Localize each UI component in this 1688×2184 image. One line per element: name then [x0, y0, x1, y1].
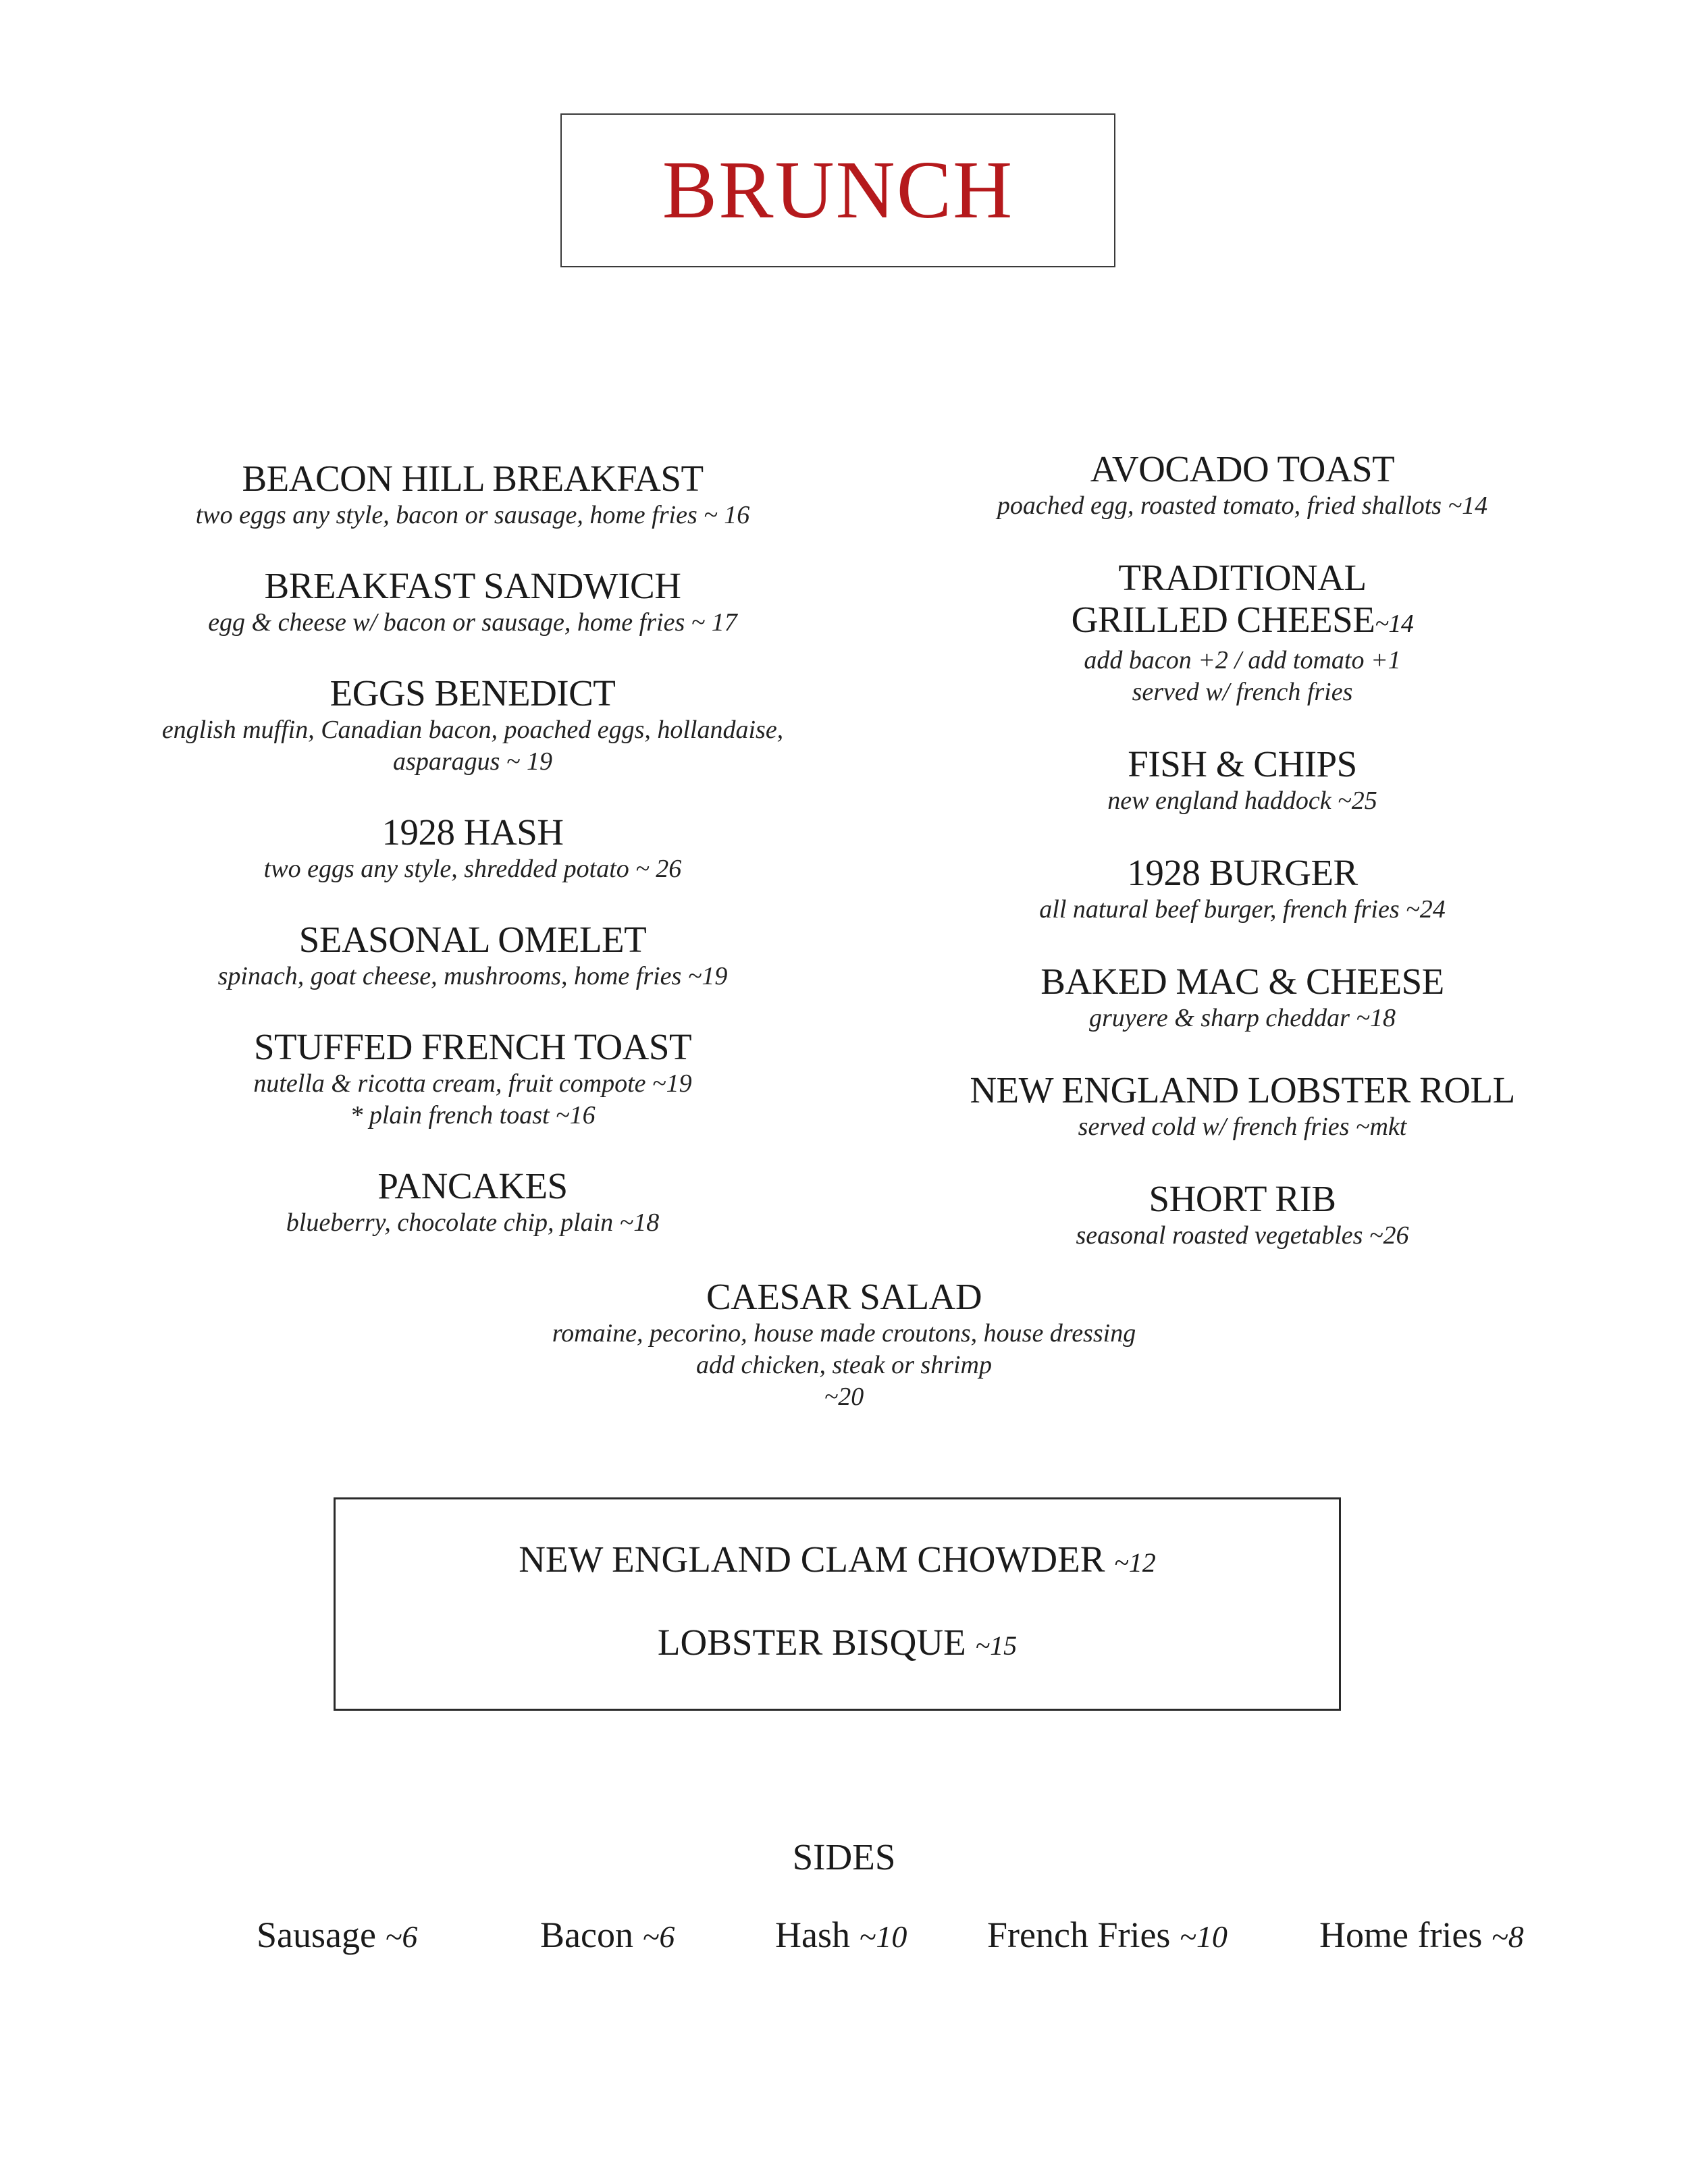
item-description-line: two eggs any style, shredded potato ~ 26 — [263, 855, 682, 883]
side-item — [257, 1914, 417, 1958]
item-description — [135, 1068, 810, 1131]
item-description — [905, 894, 1580, 926]
item-description — [905, 1220, 1580, 1252]
menu-item — [905, 961, 1580, 1034]
item-price: ~14 — [1375, 610, 1414, 638]
menu-item — [135, 811, 810, 885]
menu-item — [135, 672, 810, 778]
side-name: Hash — [775, 1915, 850, 1955]
item-description — [905, 1111, 1580, 1143]
item-description-line: new england haddock ~25 — [1107, 787, 1377, 815]
item-description-line: ~20 — [824, 1383, 864, 1411]
caesar-salad-item — [439, 1276, 1249, 1413]
soup-box — [334, 1497, 1341, 1711]
menu-item — [905, 557, 1580, 708]
item-name: EGGS BENEDICT — [329, 672, 616, 714]
item-name — [905, 557, 1580, 645]
sides-list — [0, 1914, 1688, 1968]
menu-item — [905, 448, 1580, 522]
side-price: ~10 — [1179, 1919, 1228, 1954]
menu-item — [135, 458, 810, 531]
item-description-line: served w/ french fries — [1132, 678, 1353, 706]
item-description — [135, 961, 810, 992]
side-price: ~8 — [1491, 1919, 1524, 1954]
side-name: Bacon — [540, 1915, 633, 1955]
item-name: FISH & CHIPS — [1128, 743, 1357, 784]
menu-item — [905, 852, 1580, 926]
item-description-line: romaine, pecorino, house made croutons, house dressing — [552, 1319, 1136, 1348]
side-item — [987, 1914, 1228, 1958]
item-name: BEACON HILL BREAKFAST — [242, 458, 704, 499]
menu-item — [905, 743, 1580, 817]
item-description — [135, 714, 810, 778]
side-item — [540, 1914, 675, 1958]
side-price: ~6 — [642, 1919, 675, 1954]
item-description-line: all natural beef burger, french fries ~24 — [1039, 895, 1446, 924]
item-name: 1928 HASH — [381, 811, 564, 853]
side-item — [1319, 1914, 1524, 1958]
item-description-line: * plain french toast ~16 — [350, 1101, 596, 1129]
menu-item — [135, 1165, 810, 1239]
item-name: 1928 BURGER — [1127, 852, 1358, 893]
side-name: Sausage — [257, 1915, 376, 1955]
soup-price: ~15 — [975, 1630, 1018, 1661]
item-description — [135, 607, 810, 639]
item-name: SHORT RIB — [1149, 1178, 1336, 1219]
item-description-line: served cold w/ french fries ~mkt — [1078, 1113, 1407, 1141]
menu-item — [135, 1026, 810, 1131]
left-menu-column — [135, 458, 810, 1273]
item-description-line: add bacon +2 / add tomato +1 — [1084, 646, 1401, 674]
item-description-line: gruyere & sharp cheddar ~18 — [1089, 1004, 1396, 1032]
item-description-line: asparagus ~ 19 — [393, 747, 552, 776]
item-name: SEASONAL OMELET — [298, 919, 647, 960]
item-description — [135, 1207, 810, 1239]
item-name: AVOCADO TOAST — [1090, 448, 1395, 489]
soup-name: LOBSTER BISQUE — [657, 1622, 966, 1663]
item-description — [905, 785, 1580, 817]
item-name: STUFFED FRENCH TOAST — [253, 1026, 692, 1067]
item-description-line: egg & cheese w/ bacon or sausage, home fries ~ 17 — [208, 608, 737, 637]
item-description-line: nutella & ricotta cream, fruit compote ~19 — [253, 1069, 692, 1098]
item-description-line: english muffin, Canadian bacon, poached eggs, hollandaise, — [161, 716, 784, 744]
item-description-line: blueberry, chocolate chip, plain ~18 — [286, 1208, 660, 1237]
item-description-line: spinach, goat cheese, mushrooms, home fries ~19 — [217, 962, 728, 990]
item-description-line: two eggs any style, bacon or sausage, home fries ~ 16 — [195, 501, 750, 529]
item-name: BREAKFAST SANDWICH — [264, 565, 681, 606]
page-title: BRUNCH — [662, 144, 1014, 236]
menu-item — [905, 1069, 1580, 1143]
item-description — [135, 853, 810, 885]
item-description — [905, 645, 1580, 708]
side-price: ~6 — [385, 1919, 418, 1954]
title-box — [560, 113, 1115, 267]
side-name: Home fries — [1319, 1915, 1483, 1955]
item-name: CAESAR SALAD — [706, 1276, 982, 1317]
menu-item — [905, 1178, 1580, 1252]
item-description-line: seasonal roasted vegetables ~26 — [1076, 1221, 1409, 1250]
side-item — [775, 1914, 907, 1958]
item-name: BAKED MAC & CHEESE — [1040, 961, 1444, 1002]
soup-item — [336, 1539, 1339, 1584]
item-description — [135, 500, 810, 531]
side-name: French Fries — [987, 1915, 1171, 1955]
item-description — [905, 490, 1580, 522]
soup-price: ~12 — [1114, 1547, 1156, 1578]
item-description — [439, 1318, 1249, 1413]
item-description-line: add chicken, steak or shrimp — [696, 1351, 992, 1379]
item-name: PANCAKES — [377, 1165, 568, 1206]
soup-name: NEW ENGLAND CLAM CHOWDER — [519, 1539, 1105, 1580]
menu-item — [135, 565, 810, 639]
side-price: ~10 — [859, 1919, 907, 1954]
item-description — [905, 1003, 1580, 1034]
item-name-text: TRADITIONAL GRILLED CHEESE — [1071, 557, 1375, 640]
right-menu-column — [905, 448, 1580, 1287]
sides-heading: SIDES — [792, 1836, 896, 1877]
soup-item — [336, 1622, 1339, 1667]
menu-item — [135, 919, 810, 992]
item-name: NEW ENGLAND LOBSTER ROLL — [970, 1069, 1515, 1111]
item-description-line: poached egg, roasted tomato, fried shallots ~14 — [997, 491, 1488, 520]
